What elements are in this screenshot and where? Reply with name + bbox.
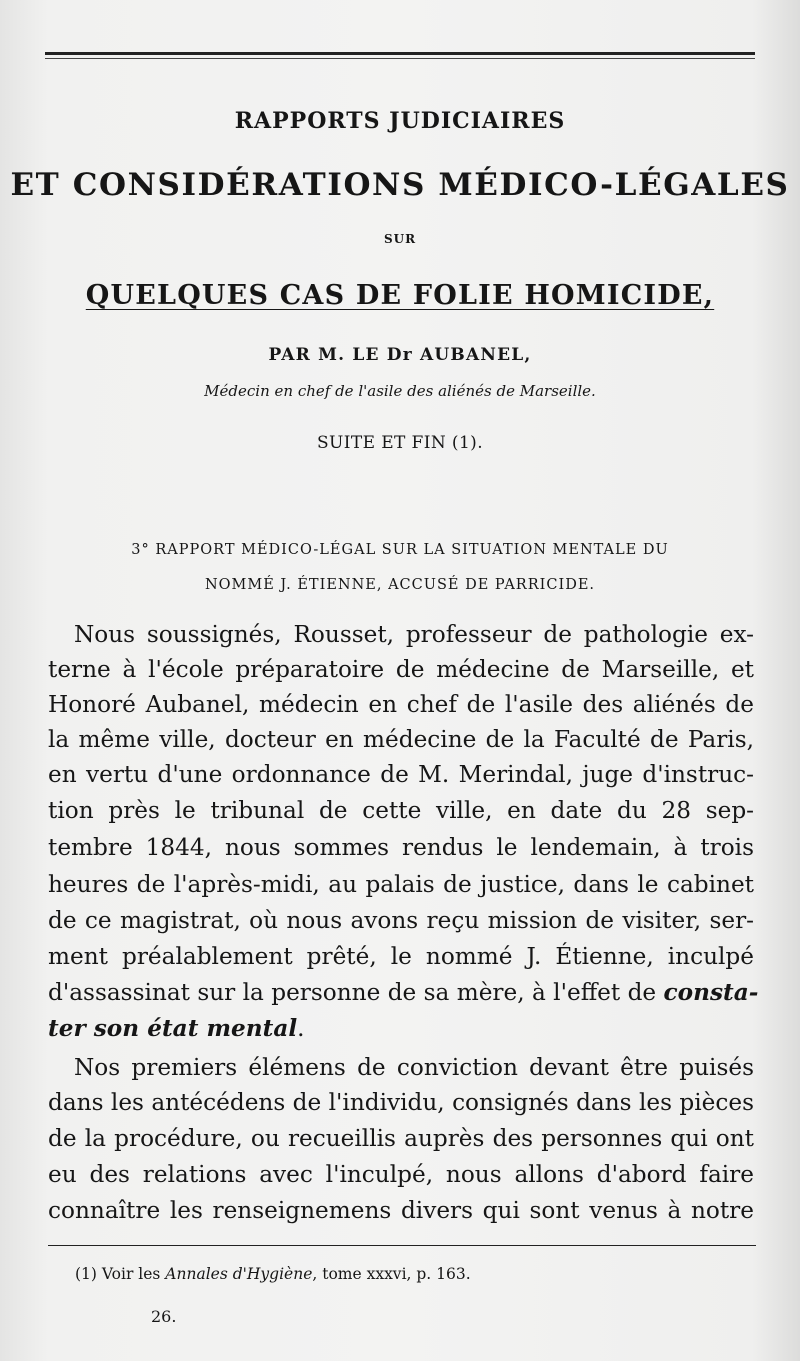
paragraph-line: Honoré Aubanel, médecin en chef de l'asile des aliénés de <box>48 691 754 718</box>
section-heading-line2: NOMMÉ J. ÉTIENNE, ACCUSÉ DE PARRICIDE. <box>204 577 596 593</box>
title-sur: SUR <box>383 232 417 246</box>
paragraph-line: ment préalablement prêté, le nommé J. Étienne, inculpé <box>48 943 754 970</box>
title-folie-homicide: QUELQUES CAS DE FOLIE HOMICIDE, <box>85 280 715 311</box>
text-run: . <box>297 1015 305 1042</box>
paragraph-line: terne à l'école préparatoire de médecine de Marseille, et <box>48 656 754 683</box>
footnote <box>75 1265 471 1283</box>
paragraph-line: tion près le tribunal de cette ville, en date du 28 sep- <box>48 797 754 824</box>
footnote-prefix: (1) Voir les <box>75 1265 166 1283</box>
paragraph-line: en vertu d'une ordonnance de M. Merindal, juge d'instruc- <box>48 761 754 788</box>
paragraph-line <box>48 978 759 1008</box>
paragraph-line: eu des relations avec l'inculpé, nous allons d'abord faire <box>48 1161 754 1188</box>
author-line: PAR M. LE Dr AUBANEL, <box>268 345 532 365</box>
signature-mark: 26. <box>151 1307 177 1326</box>
title-rapports-judiciaires: RAPPORTS JUDICIAIRES <box>234 108 566 134</box>
title-considerations: ET CONSIDÉRATIONS MÉDICO-LÉGALES <box>10 167 790 203</box>
paragraph-line: connaître les renseignemens divers qui sont venus à notre <box>48 1197 754 1224</box>
suite-et-fin: SUITE ET FIN (1). <box>316 433 484 453</box>
footnote-suffix: , tome xxxvi, p. 163. <box>312 1265 471 1283</box>
paragraph-line: tembre 1844, nous sommes rendus le lendemain, à trois <box>48 834 754 861</box>
paragraph-line: de ce magistrat, où nous avons reçu mission de visiter, ser- <box>48 907 754 934</box>
paragraph-line: de la procédure, ou recueillis auprès des personnes qui ont <box>48 1125 754 1152</box>
header-rule <box>45 52 755 55</box>
author-role: Médecin en chef de l'asile des aliénés de Marseille. <box>204 382 596 400</box>
paragraph-line: dans les antécédens de l'individu, consignés dans les pièces <box>48 1089 754 1116</box>
paragraph-line <box>48 1014 754 1044</box>
header-rule-thin <box>45 58 755 59</box>
paragraph-line: Nous soussignés, Rousset, professeur de pathologie ex- <box>74 621 754 648</box>
paragraph-line: Nos premiers élémens de conviction devant être puisés <box>74 1054 754 1081</box>
paragraph-line: la même ville, docteur en médecine de la Faculté de Paris, <box>48 726 754 753</box>
italic-run: consta- <box>663 979 759 1006</box>
paragraph-line: heures de l'après-midi, au palais de justice, dans le cabinet <box>48 871 754 898</box>
footnote-journal: Annales d'Hygiène <box>165 1265 313 1283</box>
text-run: d'assassinat sur la personne de sa mère, à l'effet de <box>48 979 664 1006</box>
italic-run: ter son état mental <box>48 1015 298 1042</box>
footnote-rule <box>48 1245 756 1246</box>
section-heading-line1: 3° RAPPORT MÉDICO-LÉGAL SUR LA SITUATION MENTALE DU <box>131 542 669 558</box>
